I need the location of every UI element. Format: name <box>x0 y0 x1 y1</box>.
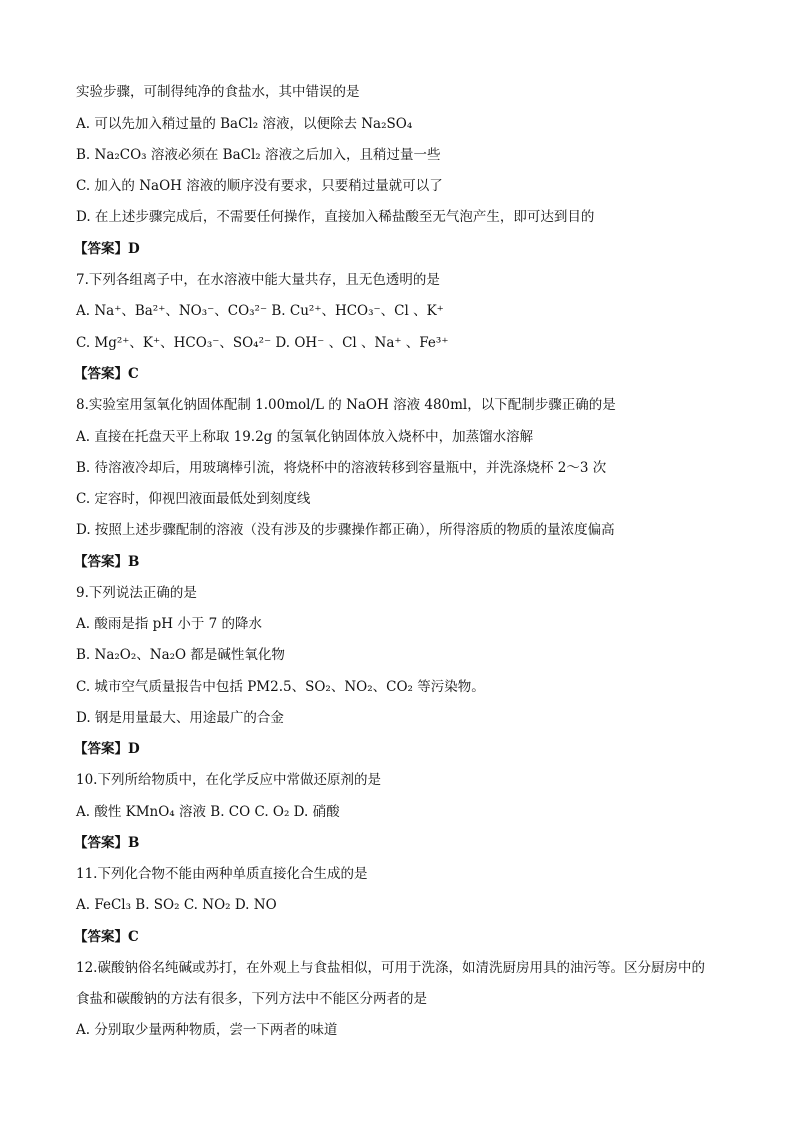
question-7-options-ab: A. Na⁺、Ba²⁺、NO₃⁻、CO₃²⁻ B. Cu²⁺、HCO₃⁻、Cl 、K⁺ <box>76 303 444 319</box>
question-12-stem-line-2: 食盐和碳酸钠的方法有很多，下列方法中不能区分两者的是 <box>76 991 427 1007</box>
question-9-option-b: B. Na₂O₂、Na₂O 都是碱性氧化物 <box>76 647 285 663</box>
question-9-option-d: D. 钢是用量最大、用途最广的合金 <box>76 710 284 726</box>
question-9-option-a: A. 酸雨是指 pH 小于 7 的降水 <box>76 616 263 632</box>
question-7-options-cd: C. Mg²⁺、K⁺、HCO₃⁻、SO₄²⁻ D. OH⁻ 、Cl 、Na⁺ 、Fe³⁺ <box>76 335 449 351</box>
question-8-answer: 【答案】B <box>74 554 140 570</box>
question-6-stem: 实验步骤，可制得纯净的食盐水，其中错误的是 <box>76 84 360 100</box>
question-12-stem-line-1: 12.碳酸钠俗名纯碱或苏打，在外观上与食盐相似，可用于洗涤，如清洗厨房用具的油污等。区分厨房中的 <box>76 960 705 976</box>
question-10-stem: 10.下列所给物质中，在化学反应中常做还原剂的是 <box>76 772 381 788</box>
question-9-option-c: C. 城市空气质量报告中包括 PM2.5、SO₂、NO₂、CO₂ 等污染物。 <box>76 679 485 695</box>
question-7-stem: 7.下列各组离子中，在水溶液中能大量共存，且无色透明的是 <box>76 272 440 288</box>
question-6-option-a: A. 可以先加入稍过量的 BaCl₂ 溶液，以便除去 Na₂SO₄ <box>76 116 413 132</box>
question-8-stem: 8.实验室用氢氧化钠固体配制 1.00mol/L 的 NaOH 溶液 480ml，以下配制步骤正确的是 <box>76 397 616 413</box>
question-6-option-c: C. 加入的 NaOH 溶液的顺序没有要求，只要稍过量就可以了 <box>76 178 443 194</box>
question-11-stem: 11.下列化合物不能由两种单质直接化合生成的是 <box>76 866 368 882</box>
question-10-options: A. 酸性 KMnO₄ 溶液 B. CO C. O₂ D. 硝酸 <box>76 804 340 820</box>
question-7-answer: 【答案】C <box>74 366 139 382</box>
question-11-options: A. FeCl₃ B. SO₂ C. NO₂ D. NO <box>76 897 277 913</box>
question-9-answer: 【答案】D <box>74 741 140 757</box>
question-8-option-a: A. 直接在托盘天平上称取 19.2g 的氢氧化钠固体放入烧杯中，加蒸馏水溶解 <box>76 429 534 445</box>
question-6-option-b: B. Na₂CO₃ 溶液必须在 BaCl₂ 溶液之后加入，且稍过量一些 <box>76 147 441 163</box>
question-12-option-a: A. 分别取少量两种物质，尝一下两者的味道 <box>76 1022 338 1038</box>
question-6-answer: 【答案】D <box>74 241 140 257</box>
question-6-option-d: D. 在上述步骤完成后，不需要任何操作，直接加入稀盐酸至无气泡产生，即可达到目的 <box>76 209 595 225</box>
question-8-option-b: B. 待溶液冷却后，用玻璃棒引流，将烧杯中的溶液转移到容量瓶中，并洗涤烧杯 2～3 次 <box>76 460 607 476</box>
question-8-option-d: D. 按照上述步骤配制的溶液（没有涉及的步骤操作都正确），所得溶质的物质的量浓度偏高 <box>76 522 615 538</box>
question-9-stem: 9.下列说法正确的是 <box>76 585 197 601</box>
question-10-answer: 【答案】B <box>74 835 140 851</box>
question-11-answer: 【答案】C <box>74 929 139 945</box>
question-8-option-c: C. 定容时，仰视凹液面最低处到刻度线 <box>76 491 311 507</box>
